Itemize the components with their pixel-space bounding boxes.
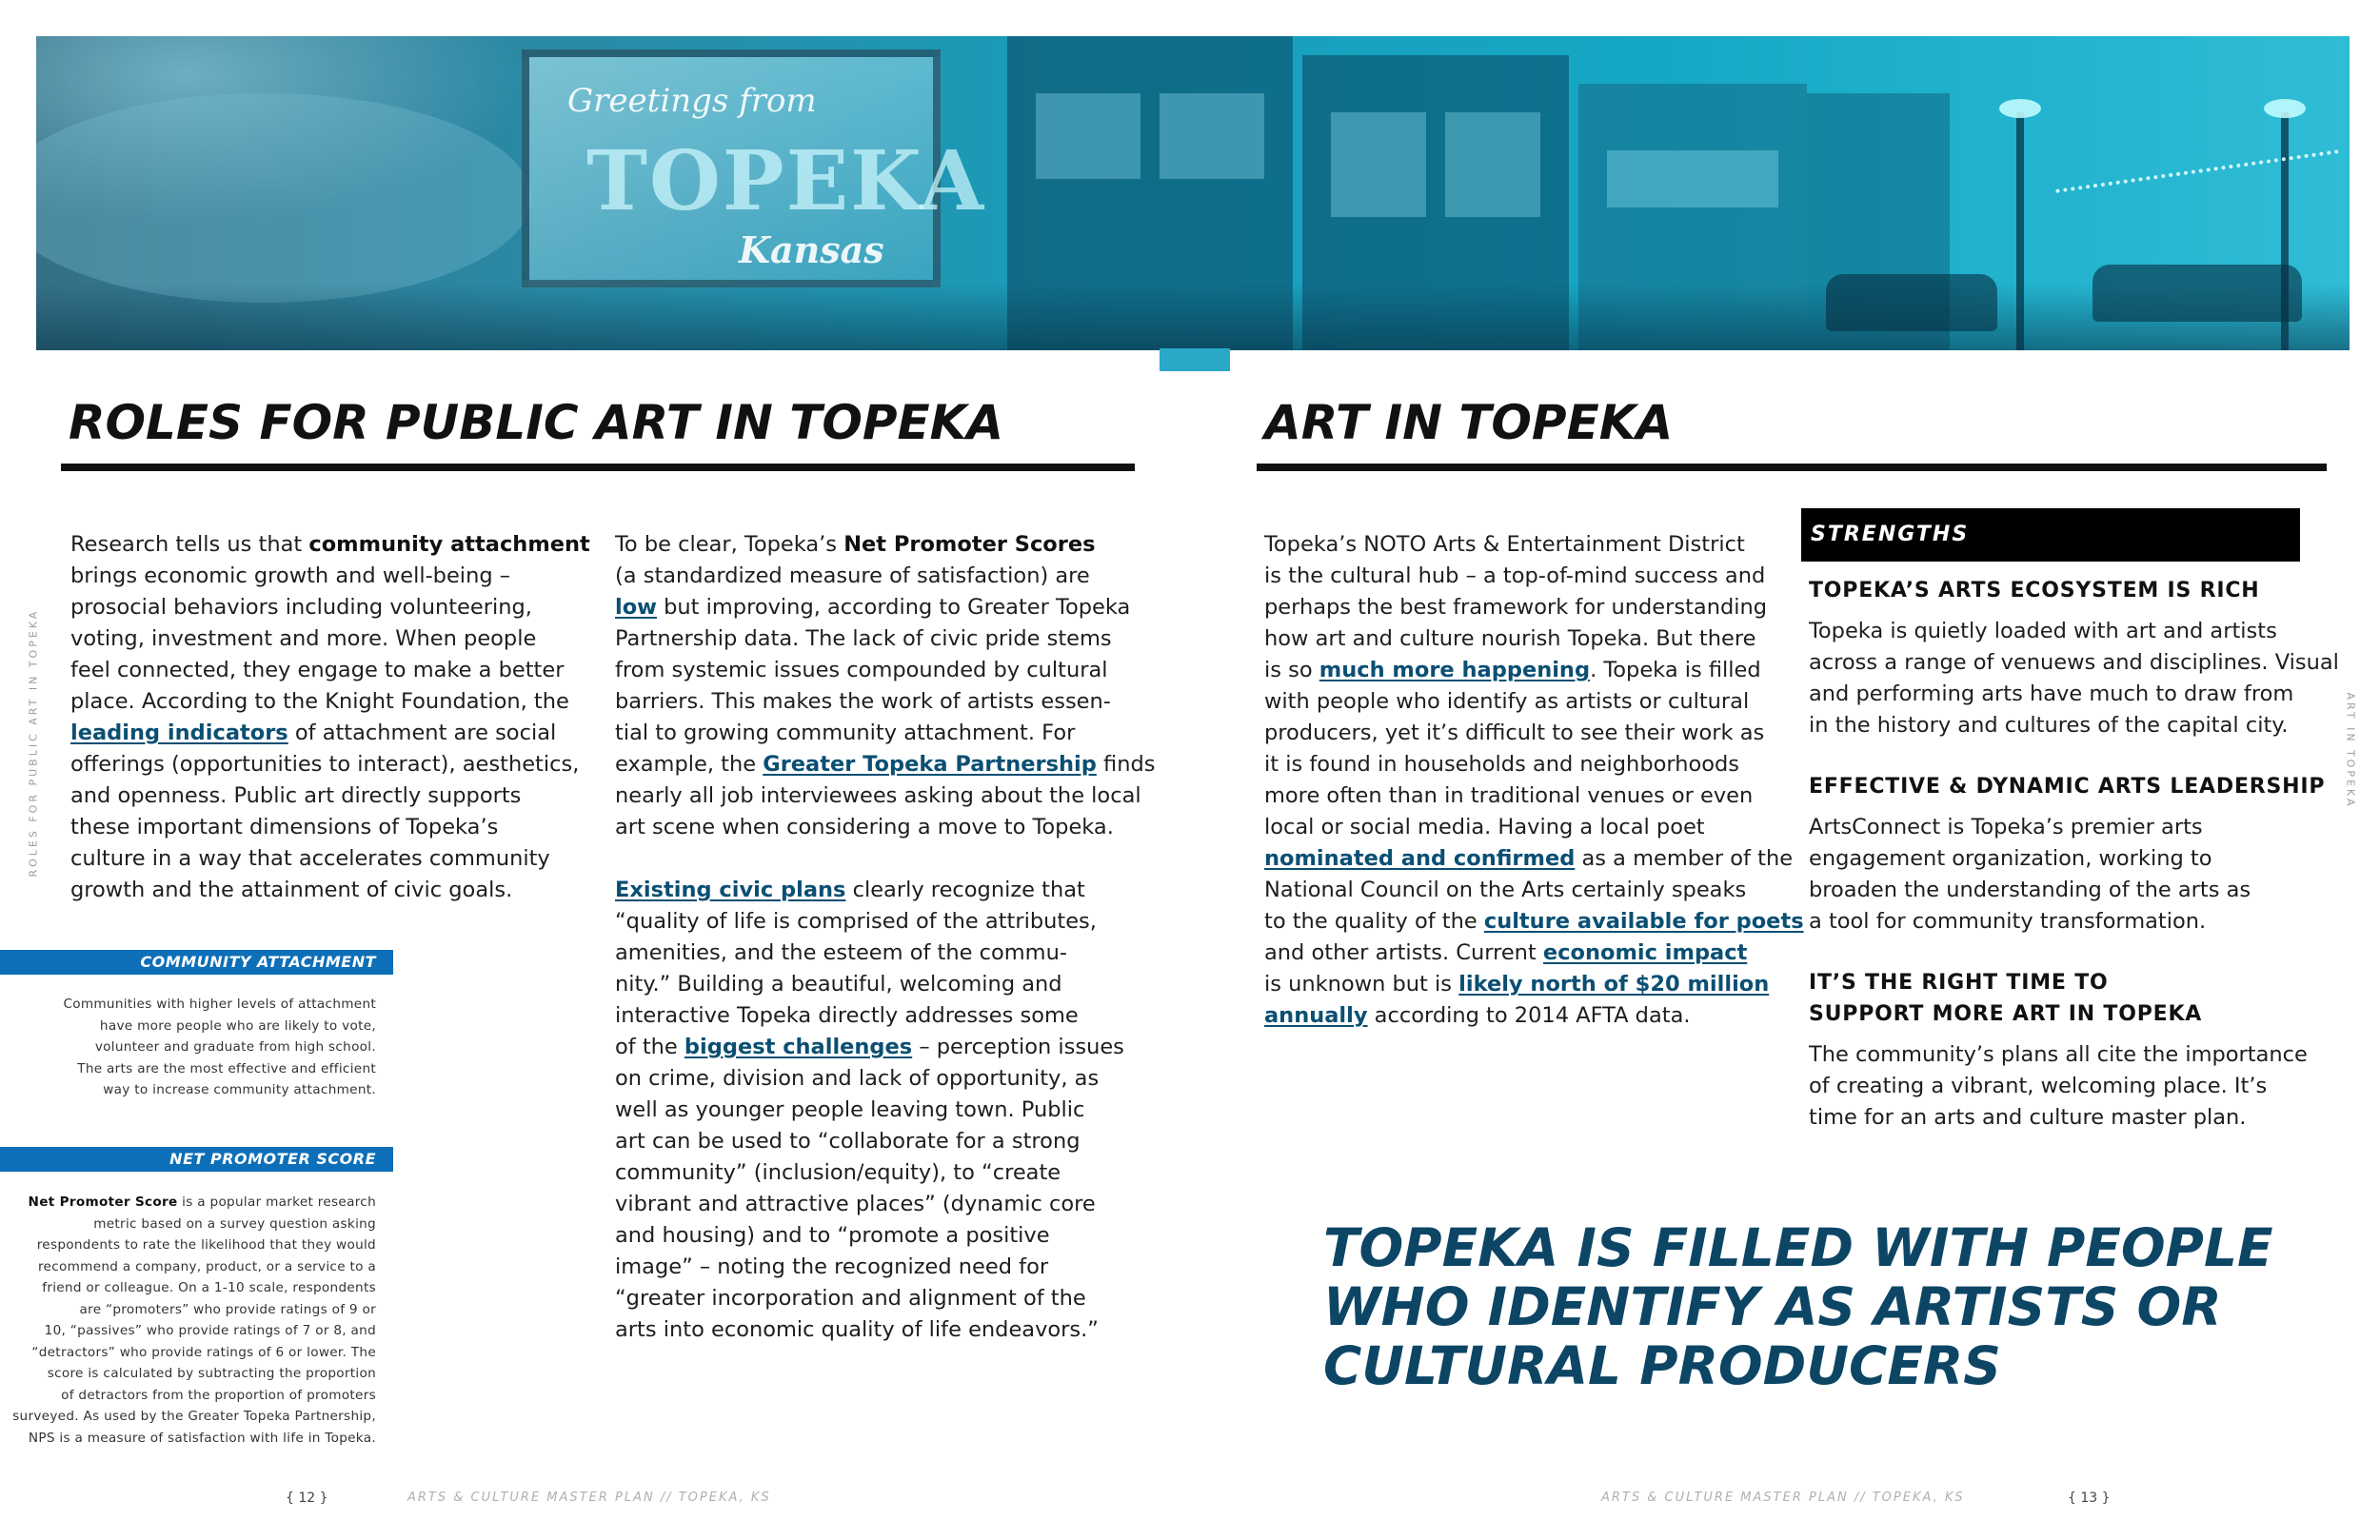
note-text: Communities with higher levels of attachment bbox=[63, 997, 376, 1012]
pull-quote-line: TOPEKA IS FILLED WITH PEOPLE bbox=[1323, 1217, 2273, 1278]
header-banner-photo bbox=[36, 36, 2350, 350]
pull-quote-line: CULTURAL PRODUCERS bbox=[1323, 1335, 2001, 1396]
strength-text: in the history and cultures of the capital city. bbox=[1809, 713, 2289, 738]
body-text: finds bbox=[1096, 752, 1156, 777]
body-text: National Council on the Arts certainly speaks bbox=[1264, 878, 1747, 902]
body-text: these important dimensions of Topeka’s bbox=[70, 815, 499, 839]
side-label-left: ROLES FOR PUBLIC ART IN TOPEKA bbox=[27, 608, 40, 878]
link-nominated-and-confirmed[interactable]: nominated and confirmed bbox=[1264, 846, 1576, 871]
link-low[interactable]: low bbox=[615, 595, 657, 620]
note-text: NPS is a measure of satisfaction with life in Topeka. bbox=[28, 1430, 376, 1446]
strength-text: engagement organization, working to bbox=[1809, 846, 2212, 871]
strengths-heading: STRENGTHS bbox=[1801, 508, 2300, 562]
body-text: art scene when considering a move to Topeka. bbox=[615, 815, 1114, 839]
link-culture-available-for-poets[interactable]: culture available for poets bbox=[1483, 909, 1804, 934]
body-text: is the cultural hub – a top-of-mind success and bbox=[1264, 563, 1766, 588]
strength-text: time for an arts and culture master plan. bbox=[1809, 1105, 2247, 1130]
body-column-2 bbox=[615, 529, 1156, 1346]
body-text: Partnership data. The lack of civic pride stems bbox=[615, 626, 1112, 651]
billboard-state: Kansas bbox=[739, 228, 884, 271]
note-text: recommend a company, product, or a service to a bbox=[37, 1258, 376, 1274]
body-text: is unknown but is bbox=[1264, 972, 1459, 997]
body-text: according to 2014 AFTA data. bbox=[1367, 1003, 1691, 1028]
body-text: to the quality of the bbox=[1264, 909, 1484, 934]
body-text: feel connected, they engage to make a better bbox=[70, 658, 565, 682]
title-rule-right bbox=[1257, 464, 2327, 471]
body-text: how art and culture nourish Topeka. But there bbox=[1264, 626, 1756, 651]
body-text: interactive Topeka directly addresses some bbox=[615, 1003, 1079, 1028]
banner-ground bbox=[36, 284, 2350, 350]
link-biggest-challenges[interactable]: biggest challenges bbox=[684, 1035, 913, 1059]
body-text: brings economic growth and well-being – bbox=[70, 563, 511, 588]
note-text: The arts are the most effective and efficient bbox=[77, 1060, 376, 1076]
strength-text: a tool for community transformation. bbox=[1809, 909, 2207, 934]
body-text: well as younger people leaving town. Public bbox=[615, 1097, 1085, 1122]
body-text: barriers. This makes the work of artists essen- bbox=[615, 689, 1111, 714]
body-text: of attachment are social bbox=[288, 721, 557, 745]
body-text: but improving, according to Greater Topeka bbox=[656, 595, 1131, 620]
body-text: culture in a way that accelerates community bbox=[70, 846, 550, 871]
body-text: with people who identify as artists or cultural bbox=[1264, 689, 1750, 714]
body-text: amenities, and the esteem of the commu- bbox=[615, 940, 1067, 965]
banner-mural-hill bbox=[36, 93, 531, 303]
note-text: of detractors from the proportion of promoters bbox=[61, 1387, 376, 1403]
body-text: on crime, division and lack of opportunity, as bbox=[615, 1066, 1100, 1091]
bold-term: Net Promoter Scores bbox=[843, 532, 1096, 557]
body-text: vibrant and attractive places” (dynamic core bbox=[615, 1192, 1096, 1216]
page-number-left: { 12 } bbox=[286, 1491, 328, 1506]
banner-window bbox=[1445, 112, 1540, 217]
page-title-left: ROLES FOR PUBLIC ART IN TOPEKA bbox=[69, 395, 1004, 450]
note-text: way to increase community attachment. bbox=[103, 1082, 376, 1097]
billboard-greeting: Greetings from bbox=[567, 82, 817, 120]
strength-text: and performing arts have much to draw from bbox=[1809, 681, 2294, 706]
banner-window bbox=[1036, 93, 1140, 179]
body-text: more often than in traditional venues or even bbox=[1264, 783, 1754, 808]
note-text: volunteer and graduate from high school. bbox=[94, 1039, 376, 1055]
body-text: image” – noting the recognized need for bbox=[615, 1254, 1049, 1279]
body-text: example, the bbox=[615, 752, 764, 777]
body-text: Topeka’s NOTO Arts & Entertainment District bbox=[1264, 532, 1745, 557]
body-text: To be clear, Topeka’s bbox=[615, 532, 844, 557]
page-number-right: { 13 } bbox=[2068, 1491, 2111, 1506]
body-text: clearly recognize that bbox=[845, 878, 1085, 902]
body-text: from systemic issues compounded by cultural bbox=[615, 658, 1108, 682]
body-text: it is found in households and neighborhoods bbox=[1264, 752, 1740, 777]
title-rule-left bbox=[61, 464, 1135, 471]
note-bold-term: Net Promoter Score bbox=[28, 1194, 178, 1210]
body-text: of the bbox=[615, 1035, 684, 1059]
link-annually[interactable]: annually bbox=[1264, 1003, 1368, 1028]
link-leading-indicators[interactable]: leading indicators bbox=[70, 721, 288, 745]
pull-quote-line: WHO IDENTIFY AS ARTISTS OR bbox=[1323, 1276, 2222, 1337]
paragraph-gap bbox=[615, 843, 1148, 875]
body-text: and housing) and to “promote a positive bbox=[615, 1223, 1050, 1248]
body-text: “quality of life is comprised of the attributes, bbox=[615, 909, 1097, 934]
body-text: growth and the attainment of civic goals. bbox=[70, 878, 513, 902]
footer-right: ARTS & CULTURE MASTER PLAN // TOPEKA, KS bbox=[1601, 1491, 1965, 1505]
note-text: respondents to rate the likelihood that they would bbox=[36, 1237, 376, 1253]
banner-notch bbox=[1160, 348, 1230, 371]
sidebar-note-net-promoter-score bbox=[10, 1192, 376, 1449]
sidebar-title-net-promoter-score: NET PROMOTER SCORE bbox=[0, 1147, 393, 1172]
link-much-more-happening[interactable]: much more happening bbox=[1319, 658, 1591, 682]
footer-left: ARTS & CULTURE MASTER PLAN // TOPEKA, KS bbox=[407, 1491, 771, 1505]
pull-quote bbox=[1323, 1218, 2273, 1395]
sidebar-title-community-attachment: COMMUNITY ATTACHMENT bbox=[0, 950, 393, 975]
note-text: score is calculated by subtracting the proportion bbox=[47, 1366, 376, 1381]
body-text: and other artists. Current bbox=[1264, 940, 1543, 965]
strength-text: ArtsConnect is Topeka’s premier arts bbox=[1809, 815, 2203, 839]
note-text: is a popular market research bbox=[177, 1194, 376, 1210]
page-title-right: ART IN TOPEKA bbox=[1264, 395, 1674, 450]
body-text: (a standardized measure of satisfaction) are bbox=[615, 563, 1090, 588]
note-text: “detractors” who provide ratings of 6 or lower. The bbox=[31, 1344, 376, 1360]
body-text: is so bbox=[1264, 658, 1319, 682]
body-text: Research tells us that bbox=[70, 532, 309, 557]
link-likely-north-of-20-million[interactable]: likely north of $20 million bbox=[1458, 972, 1770, 997]
body-text: voting, investment and more. When people bbox=[70, 626, 537, 651]
strength-item-ecosystem bbox=[1809, 575, 2342, 741]
body-text: local or social media. Having a local poet bbox=[1264, 815, 1705, 839]
note-text: metric based on a survey question asking bbox=[93, 1215, 376, 1232]
strength-item-right-time bbox=[1809, 967, 2342, 1134]
strength-text: Topeka is quietly loaded with art and artists bbox=[1809, 619, 2277, 643]
body-text: arts into economic quality of life endeavors.” bbox=[615, 1317, 1099, 1342]
link-economic-impact[interactable]: economic impact bbox=[1542, 940, 1748, 965]
body-text: – perception issues bbox=[912, 1035, 1124, 1059]
note-text: are “promoters” who provide ratings of 9 or bbox=[79, 1301, 376, 1317]
body-text: as a member of the bbox=[1575, 846, 1794, 871]
body-column-1 bbox=[70, 529, 590, 906]
body-text: perhaps the best framework for understanding bbox=[1264, 595, 1768, 620]
body-text: offerings (opportunities to interact), aesthetics, bbox=[70, 752, 580, 777]
greetings-billboard bbox=[522, 49, 986, 287]
strength-text: The community’s plans all cite the importance bbox=[1809, 1042, 2308, 1067]
strength-title: EFFECTIVE & DYNAMIC ARTS LEADERSHIP bbox=[1809, 775, 2326, 799]
body-text: nity.” Building a beautiful, welcoming and bbox=[615, 972, 1062, 997]
body-text: community” (inclusion/equity), to “create bbox=[615, 1160, 1061, 1185]
note-text: have more people who are likely to vote, bbox=[99, 1017, 376, 1034]
body-text: and openness. Public art directly supports bbox=[70, 783, 522, 808]
body-text: “greater incorporation and alignment of the bbox=[615, 1286, 1086, 1311]
link-existing-civic-plans[interactable]: Existing civic plans bbox=[615, 878, 846, 902]
body-text: nearly all job interviewees asking about the local bbox=[615, 783, 1141, 808]
strength-title: IT’S THE RIGHT TIME TO bbox=[1809, 971, 2109, 995]
note-text: 10, “passives” who provide ratings of 7 or 8, and bbox=[44, 1323, 376, 1338]
string-lights bbox=[2055, 149, 2339, 193]
body-text: prosocial behaviors including volunteering, bbox=[70, 595, 532, 620]
body-text: place. According to the Knight Foundation, the bbox=[70, 689, 569, 714]
strength-title: TOPEKA’S ARTS ECOSYSTEM IS RICH bbox=[1809, 579, 2260, 602]
billboard-city: TOPEKA bbox=[586, 133, 986, 229]
side-label-right: ART IN TOPEKA bbox=[2344, 692, 2357, 809]
link-greater-topeka-partnership[interactable]: Greater Topeka Partnership bbox=[763, 752, 1097, 777]
strength-text: of creating a vibrant, welcoming place. It’s bbox=[1809, 1074, 2268, 1098]
strength-title: SUPPORT MORE ART IN TOPEKA bbox=[1809, 1002, 2203, 1026]
strength-text: broaden the understanding of the arts as bbox=[1809, 878, 2251, 902]
body-column-3 bbox=[1264, 529, 1804, 1032]
body-text: . Topeka is filled bbox=[1590, 658, 1761, 682]
bold-term: community attachment bbox=[308, 532, 590, 557]
note-text: friend or colleague. On a 1-10 scale, respondents bbox=[42, 1280, 376, 1295]
strength-text: across a range of venuews and disciplines. Visual bbox=[1809, 650, 2339, 675]
body-text: tial to growing community attachment. For bbox=[615, 721, 1076, 745]
banner-window bbox=[1607, 150, 1778, 207]
banner-window bbox=[1331, 112, 1426, 217]
strength-item-leadership bbox=[1809, 771, 2342, 938]
body-text: art can be used to “collaborate for a strong bbox=[615, 1129, 1081, 1154]
body-text: producers, yet it’s difficult to see their work as bbox=[1264, 721, 1765, 745]
sidebar-note-community-attachment bbox=[19, 994, 376, 1101]
note-text: surveyed. As used by the Greater Topeka Partnership, bbox=[12, 1409, 376, 1424]
banner-window bbox=[1160, 93, 1264, 179]
